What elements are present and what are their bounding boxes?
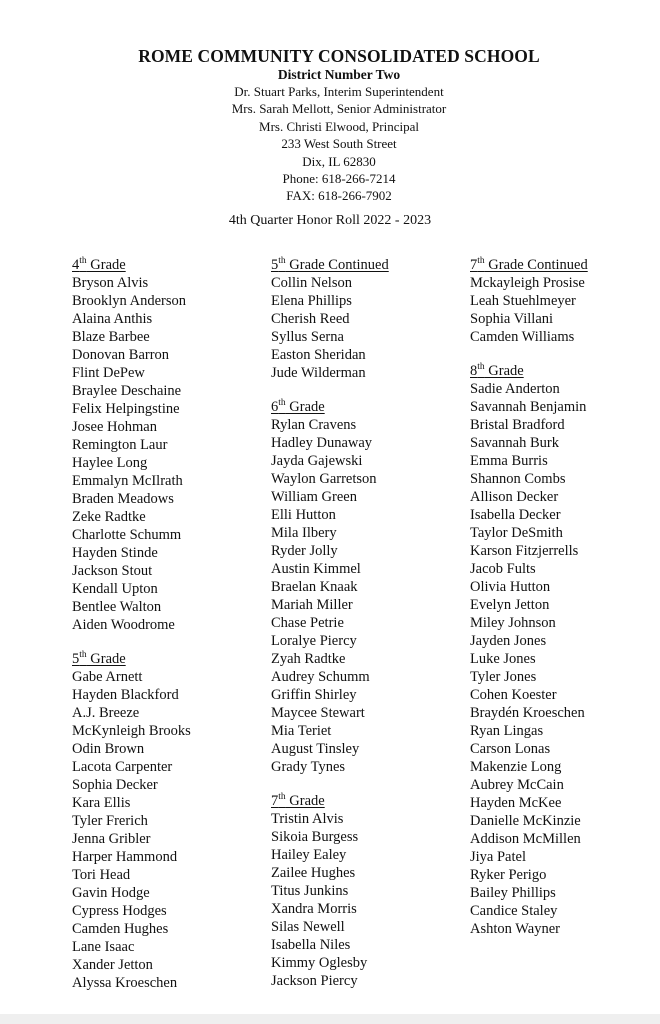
student-name: Odin Brown [72,741,145,757]
student-name: Haylee Long [72,455,148,471]
student-name: Emma Burris [470,453,548,469]
student-name: Blaze Barbee [72,329,150,345]
grade-number: 7 [271,793,279,809]
student-name: Braylee Deschaine [72,383,182,399]
student-name: Jacob Fults [470,561,536,577]
student-name: Loralye Piercy [271,633,357,649]
student-name: Donovan Barron [72,347,170,363]
grade-heading [470,256,588,274]
grade-section [72,650,191,992]
column-1 [72,256,191,1008]
student-name: Maycee Stewart [271,705,365,721]
student-name: Audrey Schumm [271,669,370,685]
student-name: Evelyn Jetton [470,597,550,613]
student-name: Cherish Reed [271,311,350,327]
student-name: Addison McMillen [470,831,581,847]
student-name: Carson Lonas [470,741,551,757]
student-name: Jackson Stout [72,563,153,579]
student-name: Bryson Alvis [72,275,149,291]
grade-number: 8 [470,363,478,379]
student-name: Isabella Decker [470,507,561,523]
student-name: Lacota Carpenter [72,759,173,775]
student-name: Bristal Bradford [470,417,565,433]
honor-roll-title: 4th Quarter Honor Roll 2022 - 2023 [228,213,432,228]
student-name: Zyah Radtke [271,651,346,667]
student-name: Brooklyn Anderson [72,293,186,309]
grade-label: Grade [285,793,325,809]
grade-number: 5 [72,651,80,667]
student-name: Miley Johnson [470,615,556,631]
student-name: A.J. Breeze [72,705,140,721]
student-name: Cohen Koester [470,687,557,703]
student-name: Sophia Decker [72,777,158,793]
grade-section [470,256,588,346]
district-number: District Number Two [277,67,401,82]
student-name: Titus Junkins [271,883,349,899]
student-name: Tristin Alvis [271,811,344,827]
student-name: Isabella Niles [271,937,351,953]
grade-ordinal-suffix: th [477,362,485,373]
student-name: Jackson Piercy [271,973,358,989]
student-name: Sophia Villani [470,311,554,327]
student-name: Hadley Dunaway [271,435,373,451]
student-name: Cypress Hodges [72,903,167,919]
student-name: Jayda Gajewski [271,453,363,469]
student-name: Emmalyn McIlrath [72,473,183,489]
student-name: Josee Hohman [72,419,157,435]
student-name: Felix Helpingstine [72,401,180,417]
grade-heading [271,792,389,810]
grade-heading [271,398,389,416]
student-name: Aubrey McCain [470,777,564,793]
student-name: Karson Fitzjerrells [470,543,579,559]
grade-heading [470,362,588,380]
grade-section [271,792,389,990]
phone-number: Phone: 618-266-7214 [282,171,396,187]
student-name: Sikoia Burgess [271,829,359,845]
grade-label: Grade Continued [484,257,588,273]
student-name: Taylor DeSmith [470,525,563,541]
grade-ordinal-suffix: th [278,398,286,409]
student-name: Easton Sheridan [271,347,366,363]
grade-label: Grade [484,363,524,379]
column-3 [470,256,588,954]
grade-label: Grade [86,651,126,667]
student-name: Flint DePew [72,365,145,381]
grade-ordinal-suffix: th [79,256,87,267]
superintendent-line: Dr. Stuart Parks, Interim Superintendent [234,84,444,99]
student-name: Jude Wilderman [271,365,366,381]
student-name: Mckayleigh Prosise [470,275,585,291]
student-name: Bentlee Walton [72,599,162,615]
student-name: Hayden McKee [470,795,562,811]
student-name: Ryder Jolly [271,543,338,559]
administrator-line: Mrs. Sarah Mellott, Senior Administrator [231,101,447,117]
student-name: Xandra Morris [271,901,357,917]
student-name: Savannah Burk [470,435,559,451]
grade-section [72,256,191,634]
student-name: Harper Hammond [72,849,178,865]
grade-ordinal-suffix: th [278,256,286,267]
student-name: Bailey Phillips [470,885,556,901]
student-name: Sadie Anderton [470,381,560,397]
student-name: Braydén Kroeschen [470,705,585,721]
student-name: Ashton Wayner [470,921,560,937]
student-name: Leah Stuehlmeyer [470,293,576,309]
student-name: Gabe Arnett [72,669,143,685]
grade-section [271,398,389,776]
student-name: Jenna Gribler [72,831,151,847]
student-name: Kendall Upton [72,581,158,597]
student-name: Braden Meadows [72,491,174,507]
grade-section [271,256,389,382]
student-name: Hayden Stinde [72,545,158,561]
student-name: Jayden Jones [470,633,547,649]
student-name: Alyssa Kroeschen [72,975,178,991]
student-name: Elli Hutton [271,507,336,523]
student-name: William Green [271,489,357,505]
student-name: Gavin Hodge [72,885,150,901]
grade-label: Grade Continued [285,257,389,273]
grade-number: 4 [72,257,80,273]
student-name: Zailee Hughes [271,865,356,881]
student-name: Hailey Ealey [271,847,347,863]
student-name: Silas Newell [271,919,345,935]
student-name: Mila Ilbery [271,525,337,541]
student-name: Syllus Serna [271,329,344,345]
student-name: Kimmy Oglesby [271,955,368,971]
city-state-zip: Dix, IL 62830 [302,153,376,169]
grade-number: 6 [271,399,279,415]
student-name: Collin Nelson [271,275,352,291]
grade-section [470,362,588,938]
principal-line: Mrs. Christi Elwood, Principal [259,118,419,134]
student-name: Xander Jetton [72,957,153,973]
student-name: Ryker Perigo [470,867,547,883]
student-name: Braelan Knaak [271,579,358,595]
student-name: Grady Tynes [271,759,346,775]
student-name: Zeke Radtke [72,509,146,525]
student-name: Elena Phillips [271,293,352,309]
grade-ordinal-suffix: th [79,650,87,661]
student-name: Alaina Anthis [72,311,153,327]
grade-heading [72,256,191,274]
grade-ordinal-suffix: th [477,256,485,267]
grade-ordinal-suffix: th [278,792,286,803]
student-name: Waylon Garretson [271,471,377,487]
student-name: Danielle McKinzie [470,813,581,829]
student-name: August Tinsley [271,741,360,757]
fax-number: FAX: 618-266-7902 [286,188,392,204]
student-name: Savannah Benjamin [470,399,587,415]
student-name: Hayden Blackford [72,687,179,703]
student-name: Tyler Jones [470,669,537,685]
student-name: Charlotte Schumm [72,527,182,543]
student-name: Mariah Miller [271,597,353,613]
student-name: Makenzie Long [470,759,562,775]
grade-label: Grade [86,257,126,273]
student-name: Kara Ellis [72,795,131,811]
grade-number: 5 [271,257,279,273]
student-name: Tyler Frerich [72,813,148,829]
grade-heading [72,650,191,668]
student-name: Olivia Hutton [470,579,551,595]
student-name: Candice Staley [470,903,558,919]
student-name: McKynleigh Brooks [72,723,191,739]
student-name: Lane Isaac [72,939,135,955]
letterhead [0,46,660,205]
student-name: Jiya Patel [470,849,526,865]
student-name: Luke Jones [470,651,536,667]
school-name: ROME COMMUNITY CONSOLIDATED SCHOOL [138,46,540,66]
student-name: Shannon Combs [470,471,566,487]
student-name: Camden Williams [470,329,575,345]
student-name: Chase Petrie [271,615,344,631]
grade-label: Grade [285,399,325,415]
student-name: Griffin Shirley [271,687,357,703]
street-address: 233 West South Street [281,136,397,152]
student-name: Tori Head [72,867,131,883]
student-name: Allison Decker [470,489,559,505]
student-name: Ryan Lingas [470,723,544,739]
column-2 [271,256,389,1006]
student-name: Mia Teriet [271,723,332,739]
page-bottom-edge [0,1014,660,1024]
student-name: Remington Laur [72,437,168,453]
grade-heading [271,256,389,274]
grade-number: 7 [470,257,478,273]
student-name: Camden Hughes [72,921,169,937]
student-name: Aiden Woodrome [72,617,175,633]
student-name: Rylan Cravens [271,417,357,433]
student-name: Austin Kimmel [271,561,361,577]
